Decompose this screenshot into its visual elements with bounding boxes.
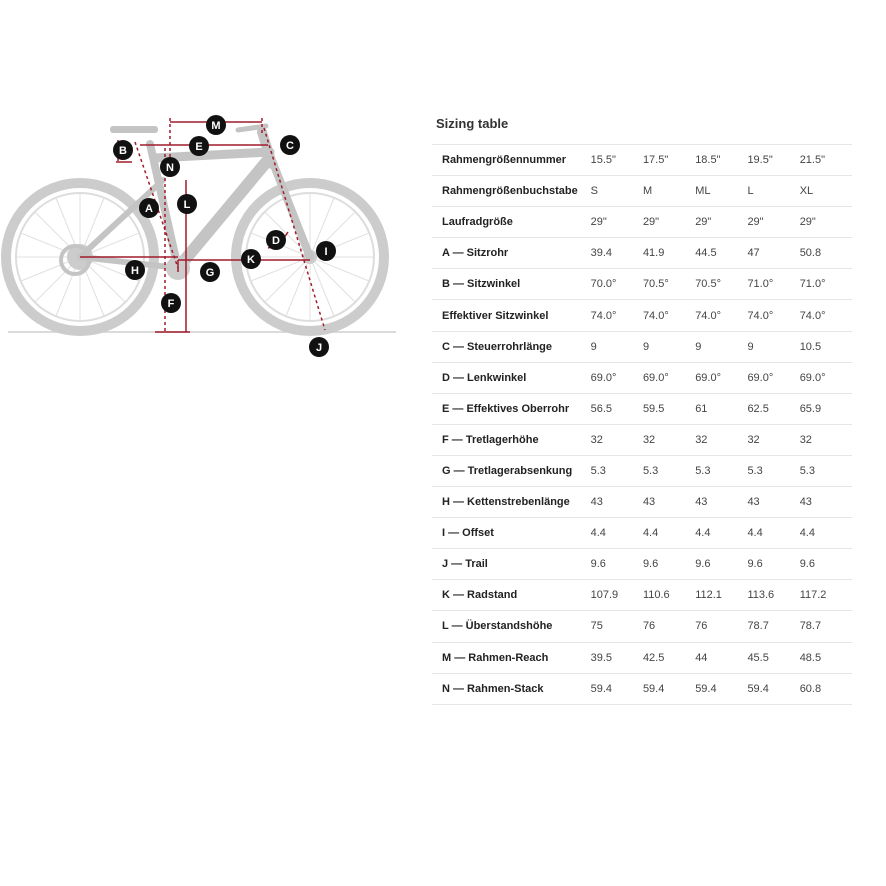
row-value: 32 (590, 433, 603, 446)
table-row (432, 207, 852, 238)
row-value: ML (695, 185, 711, 198)
row-value: 9.6 (747, 558, 763, 571)
row-value: 59.4 (590, 682, 613, 695)
row-value: 32 (799, 433, 812, 446)
row-value: 5.3 (799, 464, 815, 477)
marker-G (200, 262, 220, 282)
row-value: 112.1 (695, 589, 722, 602)
row-label: L — Überstandshöhe (442, 620, 553, 633)
row-value: S (590, 185, 598, 198)
row-value: 43 (695, 496, 708, 509)
marker-C (280, 135, 300, 155)
row-value: 9.6 (799, 558, 815, 571)
row-value: 18.5" (695, 154, 721, 167)
row-value: 107.9 (590, 589, 619, 602)
row-value: 9 (642, 340, 650, 353)
row-label: Laufradgröße (442, 216, 513, 229)
row-value: 29" (695, 216, 712, 229)
row-value: 74.0° (642, 309, 669, 322)
row-value: 4.4 (590, 527, 606, 540)
row-value: 9 (590, 340, 597, 353)
bike-geometry-diagram (0, 100, 400, 370)
row-value: 60.8 (799, 682, 822, 695)
row-label: J — Trail (442, 558, 488, 571)
row-value: 32 (695, 433, 708, 446)
row-label: H — Kettenstrebenlänge (442, 496, 570, 509)
table-row (432, 642, 852, 673)
row-value: 17.5" (642, 154, 669, 167)
row-value: 9.6 (590, 558, 606, 571)
row-value: 70.5° (642, 278, 669, 291)
row-value: 44.5 (695, 247, 717, 260)
row-value: 48.5 (799, 651, 822, 664)
row-value: 113.6 (747, 589, 775, 602)
row-value: 71.0° (799, 278, 826, 291)
table-row (432, 238, 852, 269)
svg-text:F: F (167, 298, 175, 310)
table-row (432, 487, 852, 518)
row-value: 43 (642, 496, 656, 509)
marker-E (189, 136, 209, 156)
table-row (432, 518, 852, 549)
table-row (432, 611, 852, 642)
table-row (432, 269, 852, 300)
row-value: 69.0° (747, 371, 774, 384)
table-row (432, 362, 852, 393)
row-value: 19.5" (747, 154, 773, 167)
row-value: 5.3 (642, 464, 659, 477)
row-label: F — Tretlagerhöhe (442, 433, 539, 446)
marker-M (206, 115, 226, 135)
row-label: M — Rahmen-Reach (442, 651, 549, 664)
marker-B (113, 140, 133, 160)
table-row (432, 176, 852, 207)
row-value: 32 (642, 433, 656, 446)
row-value: 5.3 (590, 464, 606, 477)
table-row (432, 549, 852, 580)
row-value: 69.0° (695, 371, 721, 384)
row-value: 47 (747, 247, 760, 260)
svg-text:D: D (272, 235, 280, 247)
svg-text:G: G (205, 267, 215, 279)
row-value: 50.8 (799, 247, 822, 260)
sizing-table (432, 144, 852, 705)
table-row (432, 673, 852, 704)
svg-text:I: I (324, 246, 328, 258)
row-value: 78.7 (747, 620, 769, 633)
row-label: Effektiver Sitzwinkel (442, 309, 549, 322)
row-value: 61 (695, 402, 708, 415)
row-label: B — Sitzwinkel (442, 278, 521, 291)
svg-text:K: K (247, 254, 255, 266)
row-label: G — Tretlagerabsenkung (442, 464, 573, 477)
row-value: 4.4 (799, 527, 815, 540)
svg-text:A: A (145, 203, 153, 215)
svg-text:C: C (286, 140, 294, 152)
sizing-table-title: Sizing table (436, 116, 509, 131)
svg-text:H: H (131, 265, 139, 277)
row-value: 43 (747, 496, 760, 509)
svg-text:E: E (195, 141, 203, 153)
row-value: 39.4 (590, 247, 613, 260)
row-value: 75 (590, 620, 603, 633)
row-value: L (747, 185, 754, 198)
row-value: 4.4 (642, 527, 659, 540)
row-label: E — Effektives Oberrohr (442, 402, 570, 415)
row-label: N — Rahmen-Stack (442, 682, 544, 695)
svg-text:L: L (183, 199, 191, 211)
table-row (432, 331, 852, 362)
marker-D (266, 230, 286, 250)
row-value: 9.6 (642, 558, 659, 571)
row-label: Rahmengrößenbuchstabe (442, 185, 578, 198)
row-value: 5.3 (695, 464, 711, 477)
row-value: 110.6 (642, 589, 670, 602)
row-value: 74.0° (747, 309, 774, 322)
svg-text:J: J (315, 342, 323, 354)
row-value: 70.0° (590, 278, 617, 291)
marker-J (309, 337, 329, 357)
marker-H (125, 260, 145, 280)
row-value: 42.5 (642, 651, 665, 664)
marker-A (139, 198, 159, 218)
row-value: 45.5 (747, 651, 769, 664)
row-value: 69.0° (590, 371, 617, 384)
svg-text:M: M (211, 120, 221, 132)
table-row (432, 300, 852, 331)
marker-K (241, 249, 261, 269)
row-value: 29" (747, 216, 764, 229)
row-value: 74.0° (590, 309, 617, 322)
row-value: 29" (642, 216, 660, 229)
row-label: A — Sitzrohr (442, 247, 509, 260)
marker-N (160, 157, 180, 177)
row-value: 44 (695, 651, 708, 664)
row-value: 70.5° (695, 278, 721, 291)
row-value: 43 (799, 496, 812, 509)
table-row (432, 580, 852, 611)
svg-text:N: N (166, 162, 174, 174)
table-row (432, 424, 852, 455)
row-value: 9.6 (695, 558, 711, 571)
row-value: 39.5 (590, 651, 613, 664)
row-value: 62.5 (747, 402, 769, 415)
row-value: 29" (590, 216, 607, 229)
row-value: 43 (590, 496, 603, 509)
table-row (432, 393, 852, 424)
row-value: 71.0° (747, 278, 774, 291)
row-value: 56.5 (590, 402, 613, 415)
row-value: 5.3 (747, 464, 763, 477)
row-value: XL (799, 185, 814, 198)
marker-F (161, 293, 181, 313)
marker-I (316, 241, 336, 261)
row-value: 32 (747, 433, 760, 446)
row-label: C — Steuerrohrlänge (442, 340, 553, 353)
row-value: 117.2 (799, 589, 827, 602)
row-value: 74.0° (695, 309, 721, 322)
row-label: Rahmengrößennummer (442, 154, 567, 167)
row-value: 4.4 (695, 527, 711, 540)
row-value: 9 (747, 340, 754, 353)
row-value: 78.7 (799, 620, 822, 633)
row-value: 59.4 (642, 682, 665, 695)
sizing-table-section (432, 108, 854, 705)
row-value: 41.9 (642, 247, 665, 260)
row-label: D — Lenkwinkel (442, 371, 527, 384)
row-value: 76 (642, 620, 656, 633)
row-value: 59.4 (695, 682, 717, 695)
row-label: K — Radstand (442, 589, 518, 602)
row-value: 4.4 (747, 527, 763, 540)
row-value: 9 (695, 340, 702, 353)
row-value: 15.5" (590, 154, 616, 167)
table-row (432, 455, 852, 486)
marker-L (177, 194, 197, 214)
row-value: 65.9 (799, 402, 822, 415)
row-value: M (642, 185, 653, 198)
row-label: I — Offset (442, 527, 494, 540)
row-value: 29" (799, 216, 816, 229)
table-row (432, 145, 852, 176)
row-value: 21.5" (799, 154, 826, 167)
row-value: 59.4 (747, 682, 769, 695)
row-value: 69.0° (799, 371, 826, 384)
row-value: 69.0° (642, 371, 669, 384)
row-value: 74.0° (799, 309, 826, 322)
svg-text:B: B (119, 145, 127, 157)
row-value: 10.5 (799, 340, 822, 353)
row-value: 76 (695, 620, 708, 633)
row-value: 59.5 (642, 402, 665, 415)
